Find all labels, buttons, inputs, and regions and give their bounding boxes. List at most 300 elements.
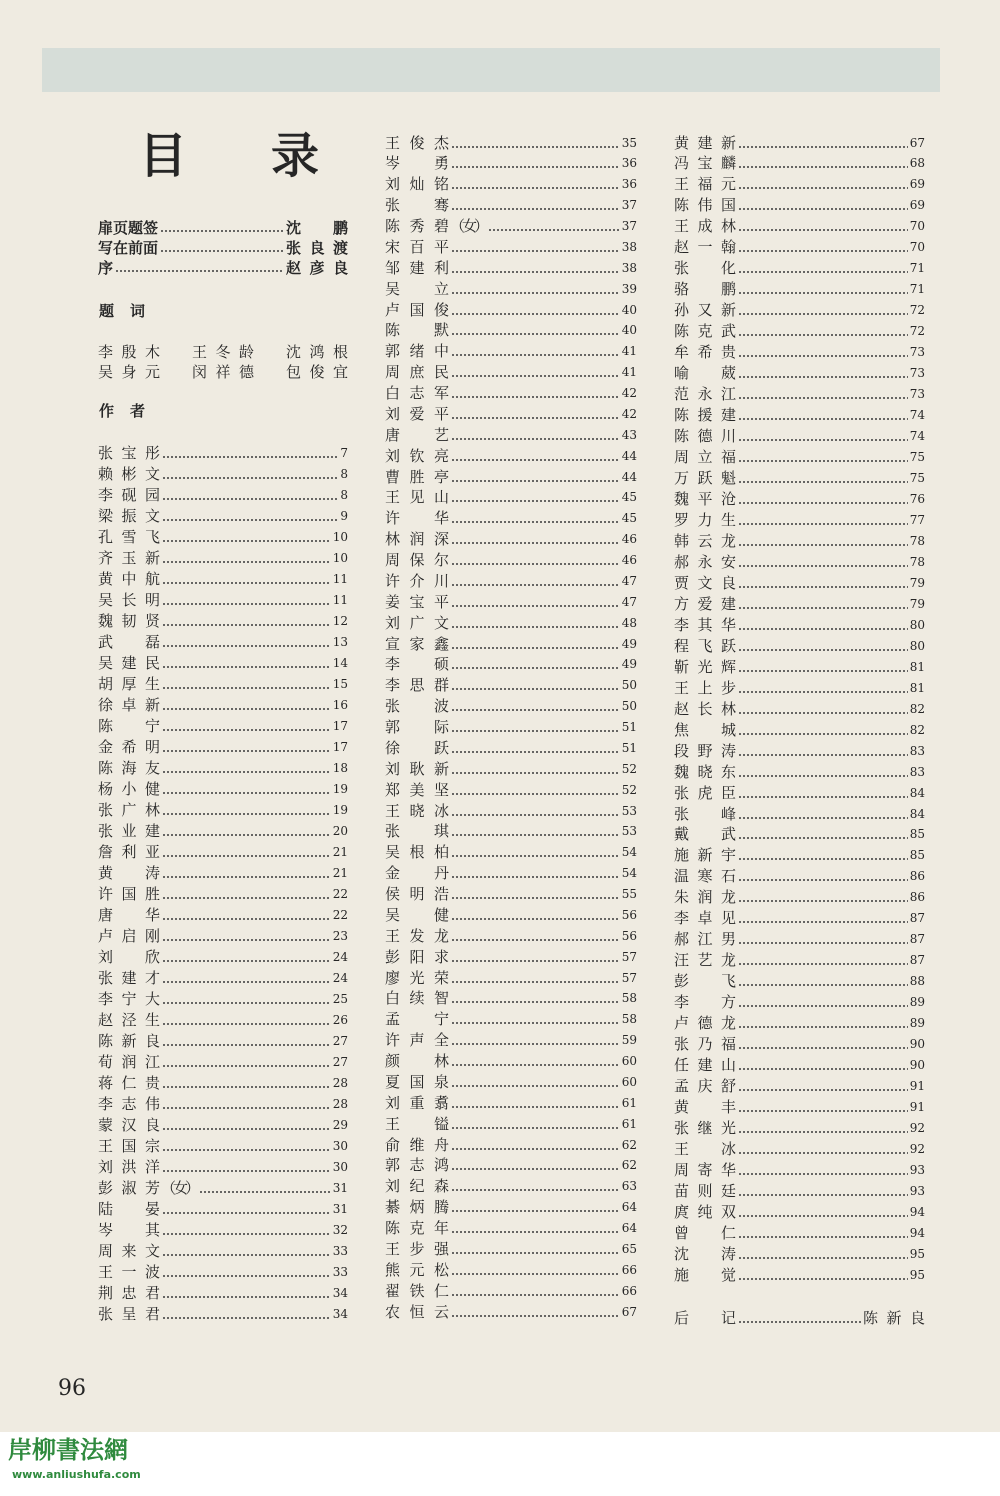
author-name: 颜 林 xyxy=(385,1052,449,1070)
dot-leader xyxy=(451,1239,620,1260)
page-ref: 94 xyxy=(909,1204,925,1219)
page-ref: 20 xyxy=(332,824,348,838)
dot-leader xyxy=(738,237,908,258)
page-ref: 74 xyxy=(909,429,925,444)
toc-row xyxy=(385,1093,637,1114)
author-name: 王 上 步 xyxy=(674,678,736,697)
page-ref: 94 xyxy=(909,1225,925,1240)
toc-row xyxy=(674,783,925,804)
dot-leader xyxy=(162,1010,331,1031)
toc-row xyxy=(98,1073,348,1094)
dot-leader xyxy=(451,467,620,488)
toc-row xyxy=(674,615,925,636)
page-ref: 49 xyxy=(621,657,637,672)
author-name: 段 野 涛 xyxy=(674,741,736,760)
dot-leader xyxy=(451,926,620,947)
page-ref: 48 xyxy=(621,615,637,630)
page-ref: 16 xyxy=(332,698,348,712)
toc-row xyxy=(98,863,348,884)
toc-row xyxy=(674,1223,925,1244)
toc-row xyxy=(674,1139,925,1160)
author-name: 施 觉 xyxy=(674,1265,736,1284)
toc-row xyxy=(385,1114,637,1135)
dot-leader xyxy=(162,674,331,695)
dot-leader xyxy=(451,300,620,321)
toc-row xyxy=(674,426,925,447)
author-name: 张 业 建 xyxy=(98,822,160,840)
toc-row xyxy=(674,1076,925,1097)
toc-row xyxy=(674,174,925,195)
page-ref: 18 xyxy=(332,761,348,775)
dot-leader xyxy=(738,279,908,300)
toc-row xyxy=(98,443,348,464)
page-ref: 40 xyxy=(621,323,637,338)
toc-row xyxy=(385,153,637,174)
toc-row xyxy=(98,527,348,548)
toc-row xyxy=(385,404,637,425)
dot-leader xyxy=(451,1155,620,1176)
toc-row xyxy=(674,1055,925,1076)
toc-row xyxy=(674,657,925,678)
page-ref: 71 xyxy=(909,282,925,297)
toc-row xyxy=(385,1218,637,1239)
toc-row xyxy=(674,133,925,154)
dot-leader xyxy=(738,552,908,573)
dot-leader xyxy=(451,1218,620,1239)
dot-leader xyxy=(738,908,908,929)
author-name: 郭 志 鸿 xyxy=(385,1156,449,1175)
page-ref: 50 xyxy=(621,678,637,693)
page-ref: 22 xyxy=(332,908,348,922)
page-ref: 93 xyxy=(909,1162,925,1177)
author-name: 靳 光 辉 xyxy=(674,657,736,676)
page-ref: 58 xyxy=(621,991,637,1006)
toc-row xyxy=(385,467,637,488)
dot-leader xyxy=(451,738,620,759)
dot-leader xyxy=(738,342,908,363)
author-name: 唐 华 xyxy=(98,906,160,924)
dot-leader xyxy=(162,842,331,863)
author-name: 郝 永 安 xyxy=(674,552,736,571)
dot-leader xyxy=(162,590,331,611)
author-name: 卢 启 刚 xyxy=(98,927,160,945)
page-ref: 82 xyxy=(909,701,925,716)
dot-leader xyxy=(451,863,620,884)
toc-row xyxy=(674,363,925,384)
toc-row xyxy=(385,446,637,467)
toc-row xyxy=(385,425,637,446)
author-name: 范 永 江 xyxy=(674,385,736,404)
author-name: 胡 厚 生 xyxy=(98,675,160,693)
toc-row xyxy=(98,1115,348,1136)
toc-row xyxy=(98,821,348,842)
author-name: 黄 中 航 xyxy=(98,570,160,588)
toc-row xyxy=(98,1283,348,1304)
dot-leader xyxy=(162,611,331,632)
name-note: （女） xyxy=(450,217,487,235)
toc-row xyxy=(385,487,637,508)
toc-row xyxy=(385,592,637,613)
author-name: 刘 纪 森 xyxy=(385,1177,449,1196)
toc-row xyxy=(385,216,637,237)
page-ref: 75 xyxy=(909,471,925,485)
author-name: 孔 雪 飞 xyxy=(98,528,160,546)
page-ref: 95 xyxy=(909,1246,925,1261)
dot-leader xyxy=(451,362,620,383)
dot-leader xyxy=(738,384,908,405)
dot-leader xyxy=(451,1260,620,1281)
dot-leader xyxy=(162,863,331,884)
author-name: 苗 则 廷 xyxy=(674,1181,736,1200)
watermark-url: www.anliushufa.com xyxy=(12,1468,141,1481)
author-name: 徐 卓 新 xyxy=(98,696,160,714)
author-name: 金 丹 xyxy=(385,864,449,883)
dot-leader xyxy=(451,968,620,989)
toc-row xyxy=(674,636,925,657)
page-ref: 50 xyxy=(621,699,637,714)
toc-row xyxy=(674,1181,925,1202)
author-name: 牟 希 贵 xyxy=(674,343,736,362)
toc-row xyxy=(98,926,348,947)
page-title: 目 录 xyxy=(139,128,319,184)
author-name: 周 保 尔 xyxy=(385,551,449,569)
toc-row xyxy=(385,571,637,592)
page-ref: 61 xyxy=(621,1116,637,1131)
dot-leader xyxy=(738,678,908,699)
toc-row xyxy=(385,529,637,550)
toc-row xyxy=(98,968,348,989)
page-ref: 85 xyxy=(909,827,925,842)
dot-leader xyxy=(451,634,620,655)
dot-leader xyxy=(162,464,338,485)
author-name: 李 思 群 xyxy=(385,676,449,695)
dot-leader xyxy=(738,1055,908,1076)
toc-row xyxy=(385,696,637,717)
dot-leader xyxy=(738,363,908,384)
author-name: 彭 阳 求 xyxy=(385,947,449,966)
page-ref: 68 xyxy=(909,156,925,171)
dot-leader xyxy=(738,1097,908,1118)
page-ref: 69 xyxy=(909,198,925,213)
author-name: 冯 宝 麟 xyxy=(674,154,736,173)
page-ref: 51 xyxy=(621,720,637,734)
author-name: 郝 江 男 xyxy=(674,930,736,949)
page-ref: 73 xyxy=(909,387,925,402)
author-name: 许 声 全 xyxy=(385,1031,449,1050)
author-name: 卢 德 龙 xyxy=(674,1014,736,1033)
toc-row xyxy=(674,216,925,237)
page-ref: 42 xyxy=(621,406,637,421)
author-name: 张 继 光 xyxy=(674,1119,736,1138)
page-ref: 91 xyxy=(909,1100,925,1115)
page-ref: 37 xyxy=(621,219,637,233)
dot-leader xyxy=(160,218,284,238)
author-name: 陈 宁 xyxy=(98,717,160,735)
dot-leader xyxy=(738,1160,908,1181)
dot-leader xyxy=(451,279,620,300)
author-name: 刘 钦 亮 xyxy=(385,446,449,465)
author-name: 张 广 林 xyxy=(98,801,160,819)
author-name: 陈 克 武 xyxy=(674,322,736,341)
dot-leader xyxy=(162,653,331,674)
page-ref: 21 xyxy=(332,845,348,859)
toc-row xyxy=(98,569,348,590)
inscriptions-heading: 题 词 xyxy=(99,302,145,320)
inscriber-name: 闵 祥 德 xyxy=(192,363,254,381)
toc-row xyxy=(385,1176,637,1197)
dot-leader xyxy=(738,594,908,615)
author-name: 夏 国 泉 xyxy=(385,1072,449,1091)
author-name: 岑 其 xyxy=(98,1221,160,1239)
dot-leader xyxy=(451,550,620,571)
header-band xyxy=(42,48,940,92)
page-ref: 87 xyxy=(909,911,925,926)
toc-row xyxy=(674,195,925,216)
dot-leader xyxy=(451,675,620,696)
author-name: 岑 勇 xyxy=(385,154,449,173)
page-ref: 19 xyxy=(332,803,348,817)
watermark-logo: 岸柳書法網 xyxy=(8,1436,128,1464)
toc-row xyxy=(385,675,637,696)
toc-row xyxy=(385,174,637,195)
author-name: 王 冰 xyxy=(674,1140,736,1158)
dot-leader xyxy=(162,548,331,569)
toc-row xyxy=(98,611,348,632)
toc-row xyxy=(674,300,925,321)
dot-leader xyxy=(738,153,908,174)
toc-row xyxy=(98,1031,348,1052)
author-name: 张 建 才 xyxy=(98,969,160,987)
dot-leader xyxy=(451,1114,620,1135)
page-ref: 52 xyxy=(621,761,637,776)
dot-leader xyxy=(451,383,620,404)
author-name: 孟 宁 xyxy=(385,1010,449,1029)
dot-leader xyxy=(451,1030,620,1051)
toc-row xyxy=(385,550,637,571)
toc-row xyxy=(385,195,637,216)
page-ref: 78 xyxy=(909,533,925,548)
author-name: 农 恒 云 xyxy=(385,1302,449,1321)
dot-leader xyxy=(162,443,338,464)
toc-row xyxy=(674,279,925,300)
dot-leader xyxy=(162,926,331,947)
toc-row xyxy=(98,989,348,1010)
page-ref: 10 xyxy=(332,530,348,544)
dot-leader xyxy=(199,1178,331,1199)
page-ref: 76 xyxy=(909,491,925,506)
dot-leader xyxy=(738,405,908,426)
dot-leader xyxy=(738,1244,908,1265)
toc-row xyxy=(385,1197,637,1218)
afterword-row xyxy=(674,1308,925,1329)
toc-row xyxy=(674,804,925,825)
toc-row xyxy=(674,762,925,783)
author-name: 刘 欣 xyxy=(98,948,160,966)
dot-leader xyxy=(738,1265,908,1286)
page-ref: 52 xyxy=(621,782,637,797)
author-name: 郑 美 坚 xyxy=(385,780,449,799)
dot-leader xyxy=(451,592,620,613)
dot-leader xyxy=(162,506,338,527)
toc-row xyxy=(674,1097,925,1118)
author-name: 戴 武 xyxy=(674,825,736,844)
author-name: 姜 宝 平 xyxy=(385,592,449,611)
page-ref: 29 xyxy=(332,1118,348,1132)
author-name: 周 立 福 xyxy=(674,448,736,467)
dot-leader xyxy=(738,1181,908,1202)
toc-row xyxy=(674,321,925,342)
page-ref: 66 xyxy=(621,1283,637,1298)
page-ref: 71 xyxy=(909,261,925,276)
toc-row xyxy=(674,237,925,258)
author-name: 唐 艺 xyxy=(385,425,449,444)
toc-row xyxy=(674,720,925,741)
author-name: 廖 光 荣 xyxy=(385,968,449,987)
dot-leader xyxy=(162,695,331,716)
author-name: 喻 葳 xyxy=(674,364,736,383)
author-name: 李 志 伟 xyxy=(98,1095,160,1113)
author-name: 魏 平 沧 xyxy=(674,489,736,508)
page-ref: 90 xyxy=(909,1058,925,1073)
author-name: 李 宁 大 xyxy=(98,990,160,1008)
dot-leader xyxy=(451,759,620,780)
author-name: 陈 海 友 xyxy=(98,759,160,777)
toc-row xyxy=(674,153,925,174)
author-name: 温 寒 石 xyxy=(674,867,736,886)
dot-leader xyxy=(162,1136,331,1157)
dot-leader xyxy=(738,1034,908,1055)
toc-row xyxy=(674,950,925,971)
page-ref: 41 xyxy=(621,344,637,359)
page-ref: 12 xyxy=(332,614,348,628)
toc-row xyxy=(98,800,348,821)
dot-leader xyxy=(738,531,908,552)
page-ref: 87 xyxy=(909,932,925,947)
dot-leader xyxy=(451,237,620,258)
toc-row xyxy=(674,342,925,363)
author-name: 荆 忠 君 xyxy=(98,1284,160,1302)
inscriptions-row xyxy=(98,362,348,382)
front-matter-label: 写在前面 xyxy=(98,239,159,257)
dot-leader xyxy=(162,821,331,842)
dot-leader xyxy=(451,133,620,154)
dot-leader xyxy=(162,1241,331,1262)
toc-row xyxy=(98,464,348,485)
toc-row xyxy=(674,866,925,887)
author-name: 孟 庆 舒 xyxy=(674,1077,736,1096)
toc-row xyxy=(385,279,637,300)
dot-leader xyxy=(451,153,620,174)
page-number: 96 xyxy=(58,1376,86,1401)
page-ref: 90 xyxy=(909,1037,925,1052)
dot-leader xyxy=(160,238,284,258)
page-ref: 23 xyxy=(332,929,348,943)
dot-leader xyxy=(451,821,620,842)
dot-leader xyxy=(738,1076,908,1097)
dot-leader xyxy=(451,195,620,216)
page-ref: 64 xyxy=(621,1221,637,1235)
toc-row xyxy=(385,884,637,905)
dot-leader xyxy=(162,1157,331,1178)
author-name: 王 福 元 xyxy=(674,175,736,194)
author-name: 庹 纯 双 xyxy=(674,1202,736,1221)
dot-leader xyxy=(451,988,620,1009)
page-ref: 88 xyxy=(909,974,925,989)
inscriber-name: 王 冬 龄 xyxy=(192,343,254,361)
author-name: 卢 国 俊 xyxy=(385,300,449,319)
toc-row xyxy=(385,780,637,801)
page-ref: 78 xyxy=(909,554,925,569)
page-ref: 7 xyxy=(340,446,348,460)
page-ref: 77 xyxy=(909,512,925,527)
page-ref: 24 xyxy=(332,950,348,964)
page-ref: 89 xyxy=(909,1016,925,1031)
author-name: 朱 润 龙 xyxy=(674,888,736,907)
toc-row xyxy=(385,926,637,947)
author-name: 张 呈 君 xyxy=(98,1305,160,1323)
dot-leader xyxy=(738,887,908,908)
dot-leader xyxy=(451,1135,620,1156)
dot-leader xyxy=(162,779,331,800)
page-ref: 8 xyxy=(340,488,348,502)
dot-leader xyxy=(451,425,620,446)
author-name: 李 卓 见 xyxy=(674,909,736,928)
dot-leader xyxy=(738,1308,861,1329)
toc-row xyxy=(385,362,637,383)
dot-leader xyxy=(738,1223,908,1244)
page-ref: 44 xyxy=(621,448,637,463)
author-name: 徐 跃 xyxy=(385,738,449,757)
author-name: 刘 耿 新 xyxy=(385,759,449,778)
page-ref: 34 xyxy=(332,1286,348,1300)
toc-row xyxy=(674,678,925,699)
author-name: 王 国 宗 xyxy=(98,1137,160,1155)
author-name: 陈 援 建 xyxy=(674,406,736,425)
author-name: 金 希 明 xyxy=(98,738,160,756)
front-matter-name: 张 良 渡 xyxy=(286,239,348,257)
author-name: 白 续 智 xyxy=(385,989,449,1008)
page-ref: 49 xyxy=(621,636,637,651)
author-name: 郭 绪 中 xyxy=(385,342,449,361)
toc-row xyxy=(674,1202,925,1223)
page-ref: 46 xyxy=(621,553,637,567)
dot-leader xyxy=(162,1220,331,1241)
toc-row xyxy=(674,258,925,279)
page-ref: 75 xyxy=(909,450,925,465)
page-ref: 28 xyxy=(332,1076,348,1090)
author-name: 万 跃 魁 xyxy=(674,469,736,487)
dot-leader xyxy=(738,468,908,489)
page-ref: 80 xyxy=(909,617,925,632)
page-ref: 59 xyxy=(621,1033,637,1048)
toc-row xyxy=(98,632,348,653)
toc-row xyxy=(674,699,925,720)
toc-row xyxy=(385,905,637,926)
toc-row xyxy=(674,447,925,468)
page-ref: 81 xyxy=(909,659,925,674)
author-name: 白 志 军 xyxy=(385,384,449,402)
author-name: 焦 城 xyxy=(674,720,736,739)
page-ref: 24 xyxy=(332,971,348,985)
toc-row xyxy=(674,405,925,426)
author-name: 王 镒 xyxy=(385,1114,449,1133)
author-name: 宋 百 平 xyxy=(385,237,449,256)
toc-row xyxy=(385,738,637,759)
author-name: 张 波 xyxy=(385,697,449,716)
page-ref: 19 xyxy=(332,782,348,796)
page-ref: 46 xyxy=(621,532,637,547)
toc-row xyxy=(98,1052,348,1073)
